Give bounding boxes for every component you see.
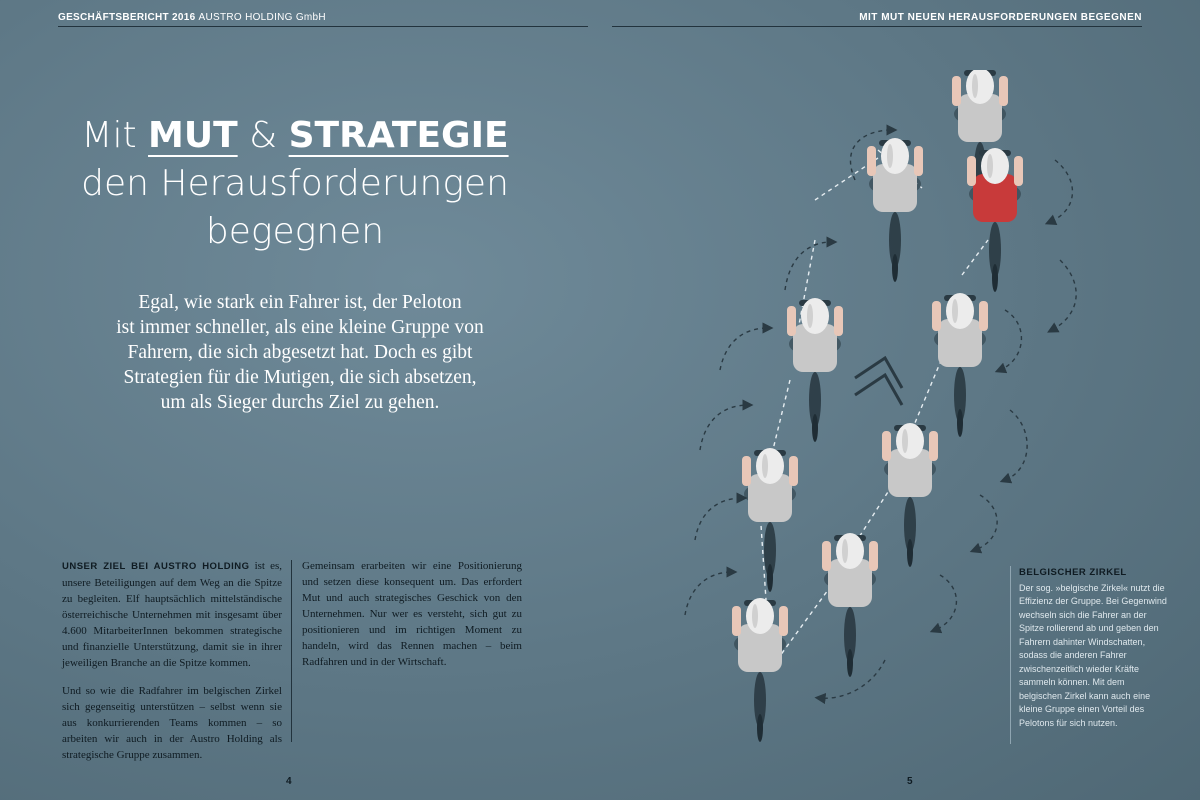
body-paragraph-2: Und so wie die Radfahrer im belgischen Zirkel sich gegenseitig unterstützen – selbst wenn sie aus konkurrierenden Teams kommen – so arbeiten wir auch in der Austro Holding als strategische Gruppe zusammen. [62,685,282,761]
lead-line: ist immer schneller, als eine kleine Gruppe von [116,317,484,338]
lead-line: Strategien für die Mutigen, die sich absetzen, [123,367,477,388]
title-word-strategie: STRATEGIE [288,115,509,156]
column-divider [291,560,292,742]
page-title [40,112,550,256]
header-left [58,12,326,23]
page-number-left: 4 [286,776,292,787]
sidebar-title: BELGISCHER ZIRKEL [1019,567,1127,578]
company-name: AUSTRO HOLDING GmbH [198,12,326,23]
direction-chevrons [855,358,902,405]
lead-paragraph [80,290,520,415]
header-rule-left [58,26,588,27]
body-paragraph-1 [62,558,282,671]
body-column-1 [62,558,282,775]
title-word-mut: MUT [148,115,238,156]
rider-leader [967,148,1023,292]
title-line-3: begegnen [205,211,385,252]
body-column-2 [302,558,522,682]
rider-6 [882,423,938,567]
sidebar-text: Der sog. »belgische Zirkel« nutzt die Effizienz der Gruppe. Bei Gegenwind wechseln sich die Fahrer an der Spitze rollierend ab und geben den Fahrern dahinter Windschatten, sodass die anderen Fahrer zwischenzeitlich wieder Kräfte sammeln können. Mit dem belgischen Zirkel kann auch eine kleine Gruppe einen Vorteil des Pelotons für sich nutzen. [1019,582,1167,728]
lead-line: um als Sieger durchs Ziel zu gehen. [160,392,440,413]
lead-line: Egal, wie stark ein Fahrer ist, der Peloton [138,292,462,313]
report-title: GESCHÄFTSBERICHT 2016 [58,12,196,23]
header-right: MIT MUT NEUEN HERAUSFORDERUNGEN BEGEGNEN [859,12,1142,23]
rider-3 [787,298,843,442]
lead-line: Fahrern, die sich abgesetzt hat. Doch es gibt [127,342,473,363]
body-kicker: UNSER ZIEL BEI AUSTRO HOLDING [62,561,250,572]
rider-7 [822,533,878,677]
header-rule-right [612,26,1142,27]
title-line-2: den Herausforderungen [81,163,509,204]
rider-4 [932,293,988,437]
body-paragraph-3: Gemeinsam erarbeiten wir eine Positionierung und setzen diese konsequent um. Das erfordert Mut und auch strategisches Geschick von den Unternehmen. Nur wer es versteht, sich gut zu positionieren und im richtigen Moment zu handeln, wird das Rennen machen – beim Radfahren und in der Wirtschaft. [302,560,522,668]
cyclists-illustration [640,70,1080,750]
body-text: ist es, unsere Beteiligungen auf dem Weg an die Spitze zu begleiten. Elf hauptsächlich mittelständische österreichische Unternehmen mit insgesamt über 4.600 MitarbeiterInnen bekommen strategische und finanzielle Unterstützung, damit sie in ihrer jeweiligen Branche an die Spitze kommen. [62,560,282,669]
rider-2 [867,138,923,282]
page-number-right: 5 [907,776,913,787]
title-line-1 [40,112,550,160]
rider-8 [732,598,788,742]
title-ampersand: & [237,115,289,156]
title-prefix: Mit [81,115,149,156]
page-header [0,0,1200,28]
rider-5 [742,448,798,592]
curved-arrows [685,130,1076,698]
